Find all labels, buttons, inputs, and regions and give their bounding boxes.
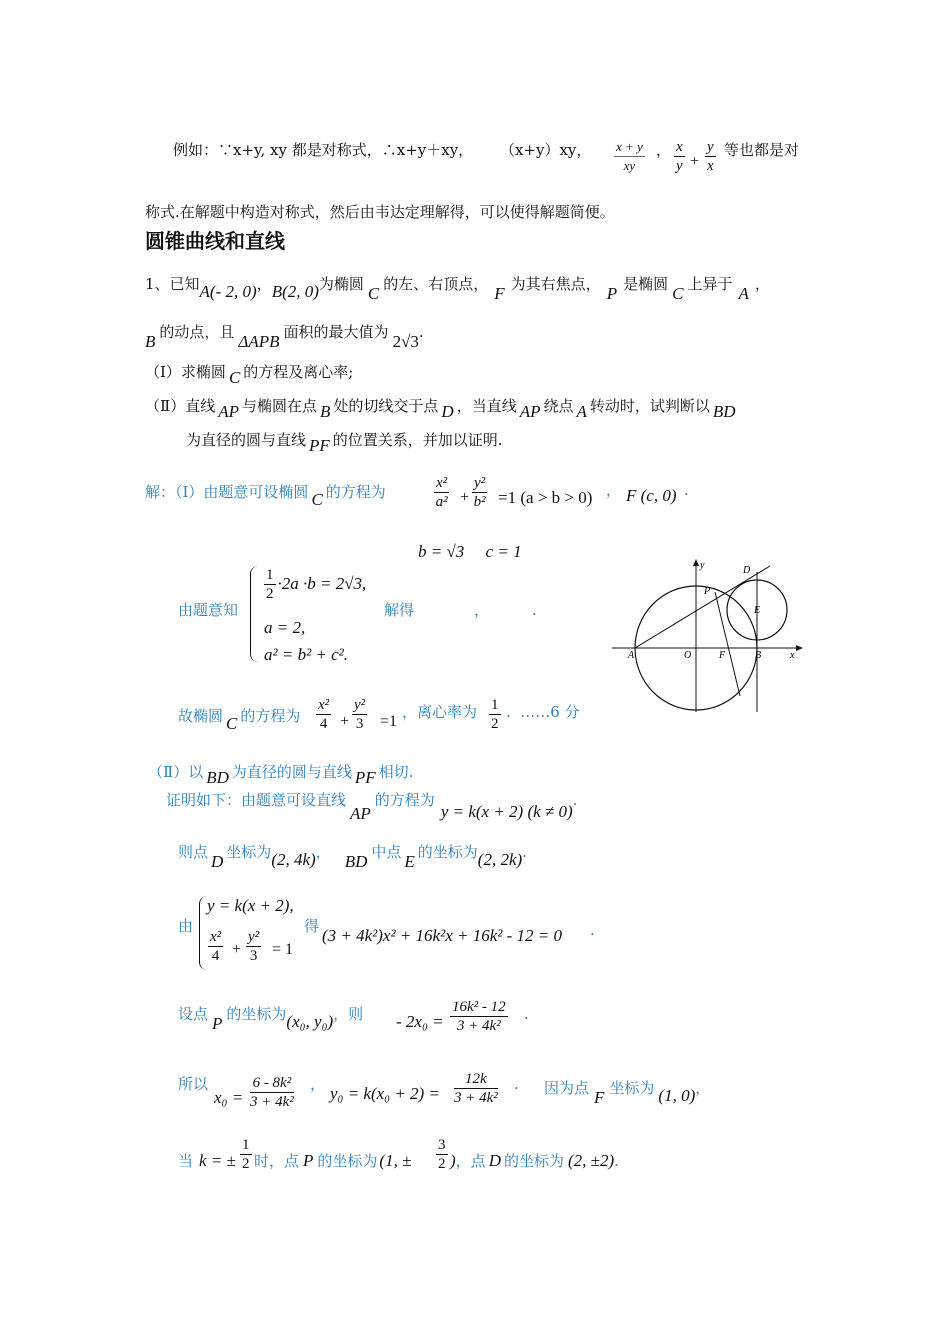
proof-line: 证明如下：由题意可设直线AP的方程为y = k(x + 2) (k ≠ 0). xyxy=(166,791,578,823)
label-O: O xyxy=(684,650,692,661)
system-row-2: a = 2, xyxy=(264,618,306,637)
intro-example-line xyxy=(173,140,591,160)
system-row-1: $\frac{1}{2}$ ·2a ·b = 2√3, xyxy=(266,567,367,602)
label-B: B xyxy=(755,650,762,661)
point-D-line: 则点 D 坐标为(2, 4k)， BD 中点 E 的坐标为(2, 2k). xyxy=(178,843,527,871)
P-y-fraction: $\frac{3}{2}$ xyxy=(438,1137,446,1172)
intro-example-product: （x+y）xy， xyxy=(499,141,592,159)
system-brace xyxy=(250,566,259,662)
point-F-line: 因为点 F 坐标为 (1, 0)， xyxy=(544,1079,711,1107)
system2-x-term: $\frac{\text{x²}}{4}$ xyxy=(210,929,222,964)
score-note: . ……6 分 xyxy=(506,703,580,721)
solution-part-2: （Ⅱ）以 BD 为直径的圆与直线 PF 相切. xyxy=(148,763,414,787)
y-axis-arrow xyxy=(693,559,699,566)
ellipse-general-x-term: $\frac{\text{x²}}{\text{a²}}$ xyxy=(435,475,448,510)
ellipse-figure xyxy=(610,554,810,714)
ellipse-result: 故椭圆 C 的方程为 xyxy=(178,707,301,733)
triangle-APB: ΔAPB xyxy=(238,332,280,351)
label-y: y xyxy=(700,560,705,571)
k-value-fraction: $\frac{1}{2}$ xyxy=(242,1137,250,1172)
system2-row-1: y = k(x + 2), xyxy=(207,896,294,915)
system-row-3: a² = b² + c². xyxy=(264,645,349,664)
system2-y-term: $\frac{\text{y²}}{3}$ xyxy=(248,929,260,964)
so-label: 所以 xyxy=(178,1075,209,1093)
problem-line-1: 1、已知A(- 2, 0)，B(2, 0)为椭圆 C 的左、右顶点， F 为其右焦点， P 是椭圆 C 上异于 A ， xyxy=(145,275,770,303)
intro-fraction-2: $\frac{x}{y}$ xyxy=(676,139,683,174)
line-AP xyxy=(635,566,770,648)
label-D: D xyxy=(743,565,751,576)
intro-tail: 等也都是对 xyxy=(724,141,800,159)
max-area-value: 2√3 xyxy=(392,332,419,351)
eccentricity-label: ，离心率为 xyxy=(402,703,478,721)
line-AP-equation: y = k(x + 2) (k ≠ 0) xyxy=(440,802,573,821)
y0-fraction: $\frac{12k}{\text{3 + 4k²}}$ xyxy=(454,1071,498,1106)
ellipse-general-y-term: $\frac{\text{y²}}{\text{b²}}$ xyxy=(473,475,486,510)
solution-line-1: 解：（Ⅰ）由题意可设椭圆 C 的方程为 xyxy=(145,483,386,509)
label-E: E xyxy=(754,605,761,616)
problem-part-2: （Ⅱ）直线 AP 与椭圆在点 B 处的切线交于点 D ，当直线 AP 绕点 A 转动时，试判断以 BD xyxy=(145,397,736,421)
x0-sum-fraction: $\frac{\text{16k² - 12}}{\text{3 + 4k²}}$ xyxy=(452,999,506,1034)
label-x: x xyxy=(790,650,795,661)
point-B-coord: B(2, 0) xyxy=(271,282,319,301)
document-page: 例如：∵x+y, xy 都是对称式，∴x+y＋xy， （x+y）xy， $\frac{x + y}{xy}$ ， $\frac{x}{y}$ + $\frac{y}{x}$ 等也都是对 称式.在解题中构造对称式，然后由韦达定理解得，可以使得解题简便。 圆锥曲线和直线 1、已知A(- 2, 0)，B(2, 0)为椭圆 C 的左、右顶点， F 为其右焦点， P 是椭圆 C 上异于 A ， B 的动点，且 ΔAPB 面积的最大值为 2√3. （Ⅰ）求椭圆 C 的方程及离心率; （Ⅱ）直线 AP 与椭圆在点 B 处的切线交于点 D ，当直线 AP 绕点 A 转动时，试判断以 BD 为直径的圆与直线 PF 的位置关系，并加以证明. 解：（Ⅰ）由题意可设椭圆 C 的方程为 $\frac{\text{x²}}{\text{a²}}$ + $\frac{\text{y²}}{\text{b²}}$ =1 (a > b > 0) ， F (c, 0) . b = √3 c = 1 由题意知 $\frac{1}{2}$ ·2a ·b = 2√3, a = 2, a² = b² + c². 解得 ， . 故椭圆 C 的方程为 $\frac{\text{x²}}{4}$ + $\frac{\text{y²}}{3}$ =1 ，离心率为 $\frac{1}{2}$ . ……6 分 （Ⅱ）以 BD 为直径的圆与直线 PF 相切. 证明如下：由题意可设直线AP的方程为y = k(x + 2) (k ≠ 0). 则点 D 坐标为(2, 4k)， BD 中点 E 的坐标为(2, 2k). 由 y = k(x + 2), $\frac{\text{x²}}{4}$ + $\frac{\text{y²}}{3}$ = 1 得 (3 + 4k²)x² + 16k²x + 16k² - 12 = 0 . 设点 P 的坐标为(x₀, y₀)，则 - 2x₀ = $\frac{\text{16k² - 12}}{\text{3 + 4k²}}$ . 所以 x₀ = $\frac{\text{6 - 8k²}}{\text{3 + 4k²}}$ ， y₀ = k(x₀ + 2) = $\frac{12k}{\text{3 + 4k²}}$ . 因为点 F 坐标为 (1, 0)， 当 k = ± $\frac{1}{2}$ 时，点 P 的坐标为 (1, ± $\frac{3}{2}$ )，点 D 的坐标为 (2, ±2). y x D P E A O F B xyxy=(0,0,950,1344)
x0-fraction: $\frac{\text{6 - 8k²}}{\text{3 + 4k²}}$ xyxy=(250,1075,294,1110)
intro-continuation: 称式.在解题中构造对称式，然后由韦达定理解得，可以使得解题简便。 xyxy=(145,203,615,221)
intro-comma: ， xyxy=(656,141,672,159)
section-title: 圆锥曲线和直线 xyxy=(145,229,285,253)
system-intro: 由题意知 xyxy=(178,601,239,619)
problem-part-1: （Ⅰ）求椭圆 C 的方程及离心率; xyxy=(145,363,354,387)
ellipse-general-rest: =1 (a > b > 0) xyxy=(498,488,593,507)
label-P: P xyxy=(704,586,711,597)
point-A-coord: A(- 2, 0) xyxy=(199,282,257,301)
point-P-line: 设点 P 的坐标为(x₀, y₀)，则 xyxy=(178,1005,364,1033)
b-c-values: b = √3 c = 1 xyxy=(418,542,522,561)
intro-fraction-1: $\frac{x + y}{xy}$ xyxy=(616,139,643,173)
case-line: 当 k = ± xyxy=(178,1151,236,1170)
focus-F-coord: F (c, 0) xyxy=(626,486,677,505)
system2-intro: 由 xyxy=(178,917,194,935)
x-axis-arrow xyxy=(796,645,803,651)
result-y-term: $\frac{\text{y²}}{3}$ xyxy=(354,697,366,732)
eccentricity-value: $\frac{1}{2}$ xyxy=(491,697,499,732)
label-A: A xyxy=(628,650,635,661)
intro-plus: + xyxy=(690,153,700,170)
quadratic-equation: (3 + 4k²)x² + 16k²x + 16k² - 12 = 0 xyxy=(322,926,562,945)
intro-example-text: 例如：∵x+y, xy 都是对称式，∴x+y＋xy， xyxy=(173,141,474,159)
label-F: F xyxy=(719,650,726,661)
result-x-term: $\frac{\text{x²}}{4}$ xyxy=(318,697,330,732)
problem-line-2: B 的动点，且 ΔAPB 面积的最大值为 2√3. xyxy=(145,323,424,351)
problem-part-2-cont: 为直径的圆与直线 PF 的位置关系，并加以证明. xyxy=(186,431,503,455)
system-solve: 解得 xyxy=(384,601,415,619)
intro-fraction-3: $\frac{y}{x}$ xyxy=(707,139,714,174)
